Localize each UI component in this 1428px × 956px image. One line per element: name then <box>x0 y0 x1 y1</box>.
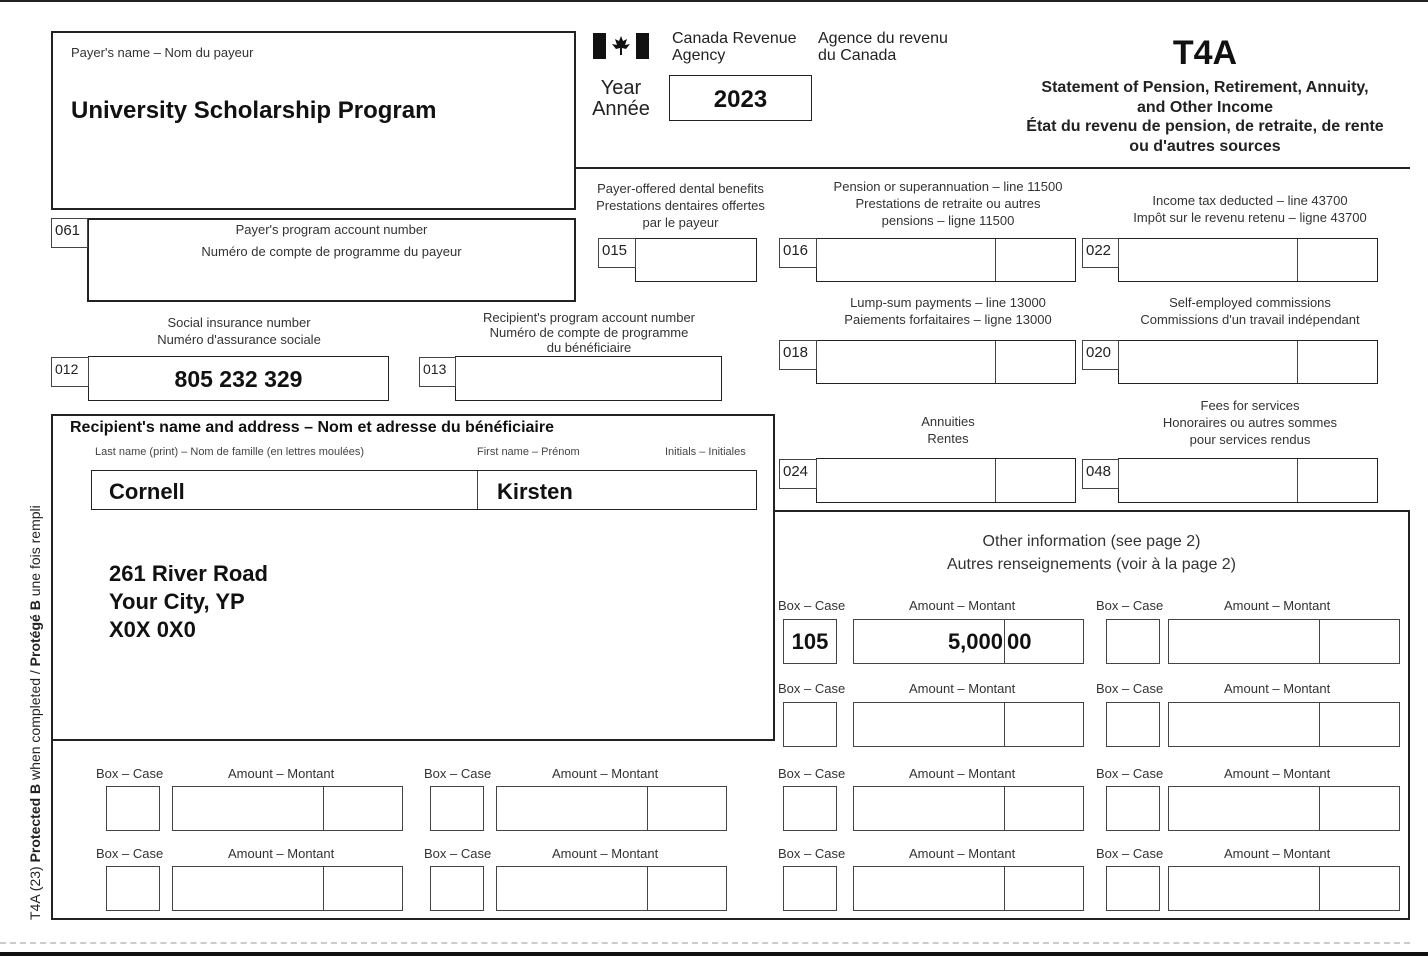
bottom-border <box>0 952 1428 956</box>
box-code-020: 020 <box>1082 340 1119 370</box>
other-info-box-code-field[interactable] <box>783 702 837 747</box>
box-048-label: Fees for services Honoraires ou autres sommes pour services rendus <box>1162 398 1338 447</box>
cents-divider <box>323 787 324 830</box>
other-info-amount-field[interactable] <box>853 702 1084 747</box>
other-info-box-code-field[interactable] <box>1106 866 1160 911</box>
box-case-label: Box – Case <box>778 766 846 781</box>
address-line-2: Your City, YP <box>109 589 245 614</box>
cents-divider <box>1004 620 1005 663</box>
box-code-061: 061 <box>51 218 88 248</box>
cents-divider <box>1319 620 1320 663</box>
first-name-label: First name – Prénom <box>477 446 580 458</box>
box-code-015: 015 <box>598 238 636 268</box>
form-code-title: T4A <box>1172 34 1238 72</box>
cents-divider <box>323 867 324 910</box>
box-case-label: Box – Case <box>1096 681 1164 696</box>
address-line-3: X0X 0X0 <box>109 617 196 642</box>
cents-divider <box>1297 239 1298 281</box>
protected-b-side-note: T4A (23) Protected B when completed / Protégé B une fois rempli <box>27 505 43 920</box>
cents-divider <box>1319 867 1320 910</box>
other-info-box-code-field[interactable] <box>1106 702 1160 747</box>
box-case-label: Box – Case <box>778 598 846 613</box>
box-case-label: Box – Case <box>778 846 846 861</box>
cents-divider <box>1297 341 1298 383</box>
other-info-title: Other information (see page 2) Autres renseignements (voir à la page 2) <box>946 533 1237 573</box>
canada-flag-icon <box>593 33 649 59</box>
other-info-amount-field[interactable] <box>1168 619 1400 664</box>
box-code-048: 048 <box>1082 459 1119 489</box>
box-code-016: 016 <box>779 238 817 268</box>
cents-divider <box>1004 703 1005 746</box>
box-020-field[interactable] <box>1118 340 1378 384</box>
recipient-section-title: Recipient's name and address – Nom et adresse du bénéficiaire <box>70 419 554 436</box>
other-info-box-code-field[interactable] <box>783 786 837 831</box>
agency-name-en: Canada Revenue Agency <box>672 30 797 64</box>
box-case-label: Box – Case <box>424 846 492 861</box>
other-info-frame-top <box>773 510 1410 512</box>
box-case-label: Box – Case <box>96 766 164 781</box>
form-title: Statement of Pension, Retirement, Annuity, and Other Income État du revenu de pension, de retraite, de rente ou d'autres sources <box>1026 79 1384 155</box>
other-info-amount-field[interactable] <box>1168 866 1400 911</box>
other-info-box-code-field[interactable] <box>1106 786 1160 831</box>
amount-label: Amount – Montant <box>909 846 1016 861</box>
initials-label: Initials – Initiales <box>665 446 746 458</box>
top-border <box>0 0 1428 2</box>
other-info-box-code-field[interactable] <box>106 786 160 831</box>
header-divider <box>576 167 1410 169</box>
agency-name-fr: Agence du revenu du Canada <box>818 30 948 64</box>
other-info-amount-field[interactable] <box>172 786 403 831</box>
other-info-amount-field[interactable] <box>853 786 1084 831</box>
year-label: Year Année <box>592 77 650 120</box>
other-info-amount-field[interactable] <box>496 866 727 911</box>
box-016-label: Pension or superannuation – line 11500 Prestations de retraite ou autres pensions – ligne 11500 <box>833 179 1063 228</box>
other-info-amount-field[interactable] <box>853 866 1084 911</box>
recipient-account-field[interactable] <box>455 356 722 401</box>
payer-account-label-fr: Numéro de compte de programme du payeur <box>201 244 462 259</box>
box-code-013: 013 <box>419 357 456 387</box>
other-info-amount-field[interactable]: 5,000 00 <box>853 619 1084 664</box>
other-info-amount-field[interactable] <box>1168 786 1400 831</box>
sin-value: 805 232 329 <box>174 366 303 392</box>
other-info-box-code-field[interactable]: 105 <box>783 619 837 664</box>
box-code-012: 012 <box>51 357 89 387</box>
box-case-label: Box – Case <box>424 766 492 781</box>
other-info-amount-field[interactable] <box>1168 702 1400 747</box>
other-info-amount-field[interactable] <box>496 786 727 831</box>
cents-divider <box>1319 703 1320 746</box>
cents-divider <box>995 239 996 281</box>
amount-label: Amount – Montant <box>909 766 1016 781</box>
cents-divider <box>1004 867 1005 910</box>
amount-label: Amount – Montant <box>552 846 659 861</box>
cents-divider <box>647 867 648 910</box>
first-name-value[interactable]: Kirsten <box>497 479 573 504</box>
year-field[interactable] <box>669 75 812 121</box>
box-022-label: Income tax deducted – line 43700 Impôt sur le revenu retenu – ligne 43700 <box>1133 193 1367 225</box>
name-divider <box>477 471 478 509</box>
amount-label: Amount – Montant <box>909 681 1016 696</box>
payer-account-field[interactable] <box>87 218 576 302</box>
other-info-amount-field[interactable] <box>172 866 403 911</box>
box-code-024: 024 <box>779 459 817 489</box>
amount-label: Amount – Montant <box>228 846 335 861</box>
recipient-account-label: Recipient's program account number Numéro de compte de programme du bénéficiaire <box>482 310 696 355</box>
cents-divider <box>1297 459 1298 502</box>
cents-divider <box>995 459 996 502</box>
recipient-address-box <box>51 414 775 741</box>
amount-label: Amount – Montant <box>1224 598 1331 613</box>
other-info-box-code-field[interactable] <box>1106 619 1160 664</box>
year-value: 2023 <box>713 86 768 113</box>
box-018-label: Lump-sum payments – line 13000 Paiements forfaitaires – ligne 13000 <box>844 295 1052 327</box>
sin-label: Social insurance number Numéro d'assurance sociale <box>157 315 321 347</box>
payer-name-label: Payer's name – Nom du payeur <box>71 45 254 60</box>
box-case-label: Box – Case <box>1096 846 1164 861</box>
last-name-label: Last name (print) – Nom de famille (en lettres moulées) <box>95 446 364 458</box>
box-code-018: 018 <box>779 340 817 370</box>
amount-label: Amount – Montant <box>909 598 1016 613</box>
box-case-label: Box – Case <box>778 681 846 696</box>
box-024-field[interactable] <box>816 458 1076 503</box>
sin-field[interactable] <box>88 356 389 401</box>
amount-label: Amount – Montant <box>1224 846 1331 861</box>
other-info-box-code-field[interactable] <box>783 866 837 911</box>
cents-divider <box>1004 787 1005 830</box>
box-018-field[interactable] <box>816 340 1076 384</box>
cents-divider <box>647 787 648 830</box>
box-case-label: Box – Case <box>1096 766 1164 781</box>
cents-divider <box>1319 787 1320 830</box>
last-name-value[interactable]: Cornell <box>109 479 185 504</box>
box-015-field[interactable] <box>635 238 757 282</box>
address-line-1: 261 River Road <box>109 561 268 586</box>
recipient-name-field <box>91 470 757 510</box>
other-info-box-code-field[interactable] <box>106 866 160 911</box>
payer-name-box <box>51 31 576 210</box>
payer-account-label-en: Payer's program account number <box>235 222 428 237</box>
box-code-022: 022 <box>1082 238 1119 268</box>
amount-label: Amount – Montant <box>552 766 659 781</box>
payer-name-value[interactable]: University Scholarship Program <box>71 97 437 124</box>
box-016-field[interactable] <box>816 238 1076 282</box>
other-info-box-code-field[interactable] <box>430 786 484 831</box>
tear-line <box>0 942 1410 944</box>
other-info-box-code-field[interactable] <box>430 866 484 911</box>
box-case-label: Box – Case <box>96 846 164 861</box>
amount-label: Amount – Montant <box>1224 766 1331 781</box>
box-015-label: Payer-offered dental benefits Prestations dentaires offertes par le payeur <box>596 181 765 230</box>
recipient-address[interactable] <box>109 560 268 644</box>
box-case-label: Box – Case <box>1096 598 1164 613</box>
box-022-field[interactable] <box>1118 238 1378 282</box>
amount-label: Amount – Montant <box>1224 681 1331 696</box>
box-048-field[interactable] <box>1118 458 1378 503</box>
box-024-label: Annuities Rentes <box>921 414 975 446</box>
box-020-label: Self-employed commissions Commissions d'un travail indépendant <box>1140 295 1360 327</box>
cents-divider <box>995 341 996 383</box>
amount-label: Amount – Montant <box>228 766 335 781</box>
